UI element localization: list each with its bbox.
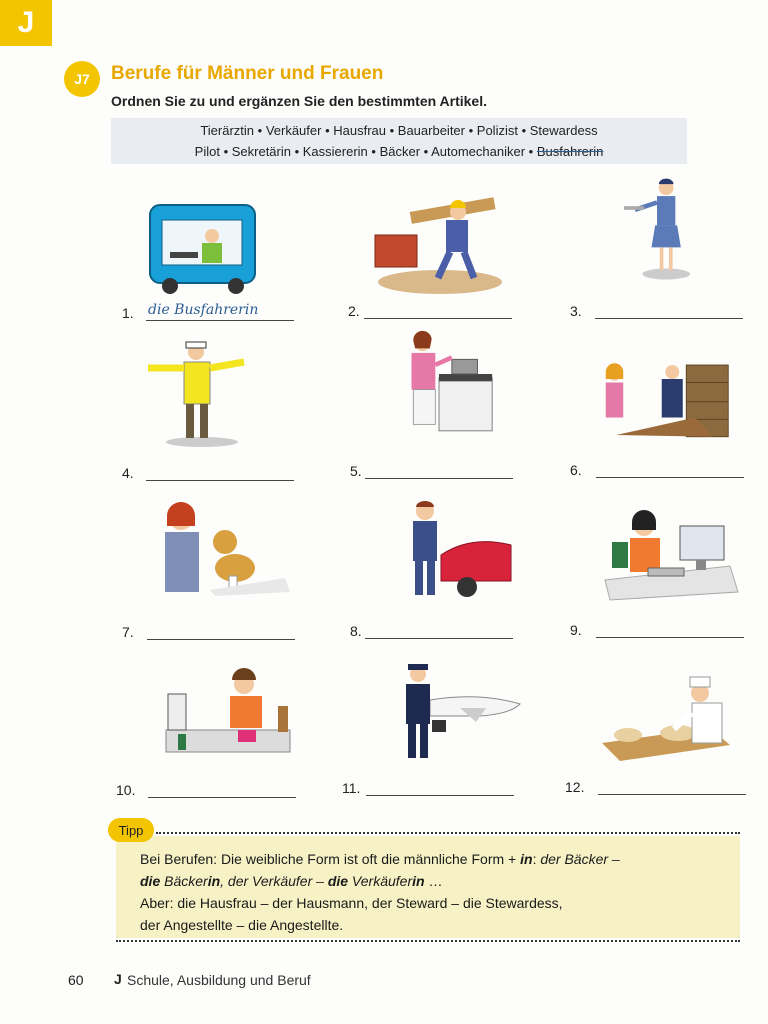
page-number: 60	[68, 972, 84, 988]
word: Automechaniker	[431, 144, 526, 159]
item-number: 10.	[116, 782, 136, 798]
item-number: 2.	[348, 303, 360, 319]
crossed-word: Busfahrerin	[536, 144, 604, 159]
answer-line[interactable]	[147, 621, 295, 640]
cashier-illustration	[160, 660, 300, 770]
footer-chapter-title: Schule, Ausbildung und Beruf	[127, 972, 311, 988]
construction-worker-illustration	[370, 190, 510, 300]
tipp-line-3: Aber: die Hausfrau – der Hausmann, der Steward – die Stewardess,	[140, 895, 563, 911]
item-number: 4.	[122, 465, 134, 481]
answer-line[interactable]	[146, 462, 294, 481]
word: Bauarbeiter	[397, 123, 465, 138]
answer-line[interactable]	[148, 779, 296, 798]
police-officer-illustration	[140, 338, 280, 448]
chapter-letter: J	[17, 6, 35, 39]
word: Bäcker	[379, 144, 421, 159]
item-number: 9.	[570, 622, 582, 638]
bus-driver-illustration	[140, 190, 280, 300]
stewardess-illustration	[598, 175, 738, 285]
word: Pilot	[194, 144, 220, 159]
word: Hausfrau	[333, 123, 386, 138]
tipp-divider-bottom	[116, 940, 740, 942]
answer-line[interactable]	[596, 619, 744, 638]
item-number: 6.	[570, 462, 582, 478]
answer-line[interactable]	[598, 776, 746, 795]
secretary-computer-illustration	[600, 500, 740, 610]
tipp-line-4: der Angestellte – die Angestellte.	[140, 917, 344, 933]
exercise-badge: J7	[64, 61, 100, 97]
car-mechanic-illustration	[385, 495, 525, 605]
answer-line[interactable]	[366, 777, 514, 796]
item-number: 5.	[350, 463, 362, 479]
word: Kassiererin	[302, 144, 368, 159]
pilot-airplane-illustration	[390, 660, 530, 770]
answer-line[interactable]	[364, 300, 512, 319]
baker-illustration	[600, 668, 740, 778]
word-box-line-1: Tierärztin • Verkäufer • Hausfrau • Bauarbeiter • Polizist • Stewardess	[200, 123, 598, 138]
chapter-tab	[0, 0, 52, 46]
item-number: 1.	[122, 305, 134, 321]
item-number: 8.	[350, 623, 362, 639]
item-number: 7.	[122, 624, 134, 640]
veterinarian-dog-illustration	[155, 498, 295, 608]
tipp-text	[140, 848, 730, 936]
footer-chapter-letter: J	[114, 971, 122, 987]
shop-counter-illustration	[590, 345, 730, 455]
word: Sekretärin	[231, 144, 291, 159]
answer-line[interactable]	[365, 460, 513, 479]
answer-line[interactable]	[595, 300, 743, 319]
housewife-cooking-illustration	[380, 330, 520, 440]
item-number: 11.	[342, 780, 361, 796]
tipp-divider-top	[156, 832, 740, 834]
answer-line[interactable]	[365, 620, 513, 639]
tipp-line-1: Bei Berufen: Die weibliche Form ist oft die männliche Form + in: der Bäcker –	[140, 851, 620, 867]
item-number: 12.	[565, 779, 585, 795]
tipp-badge: Tipp	[108, 818, 154, 842]
word-box	[111, 118, 687, 164]
word: Tierärztin	[200, 123, 255, 138]
word: Verkäufer	[265, 123, 322, 138]
item-number: 3.	[570, 303, 582, 319]
exercise-title: Berufe für Männer und Frauen	[111, 63, 384, 84]
exercise-instruction: Ordnen Sie zu und ergänzen Sie den bestimmten Artikel.	[111, 93, 487, 109]
answer-line[interactable]	[596, 459, 744, 478]
tipp-line-2: die Bäckerin, der Verkäufer – die Verkäuferin …	[140, 873, 443, 889]
handwritten-answer: die Busfahrerin	[148, 302, 259, 318]
word-box-line-2: Pilot • Sekretärin • Kassiererin • Bäcker • Automechaniker • Busfahrerin	[194, 144, 604, 159]
word: Stewardess	[529, 123, 598, 138]
word: Polizist	[476, 123, 518, 138]
